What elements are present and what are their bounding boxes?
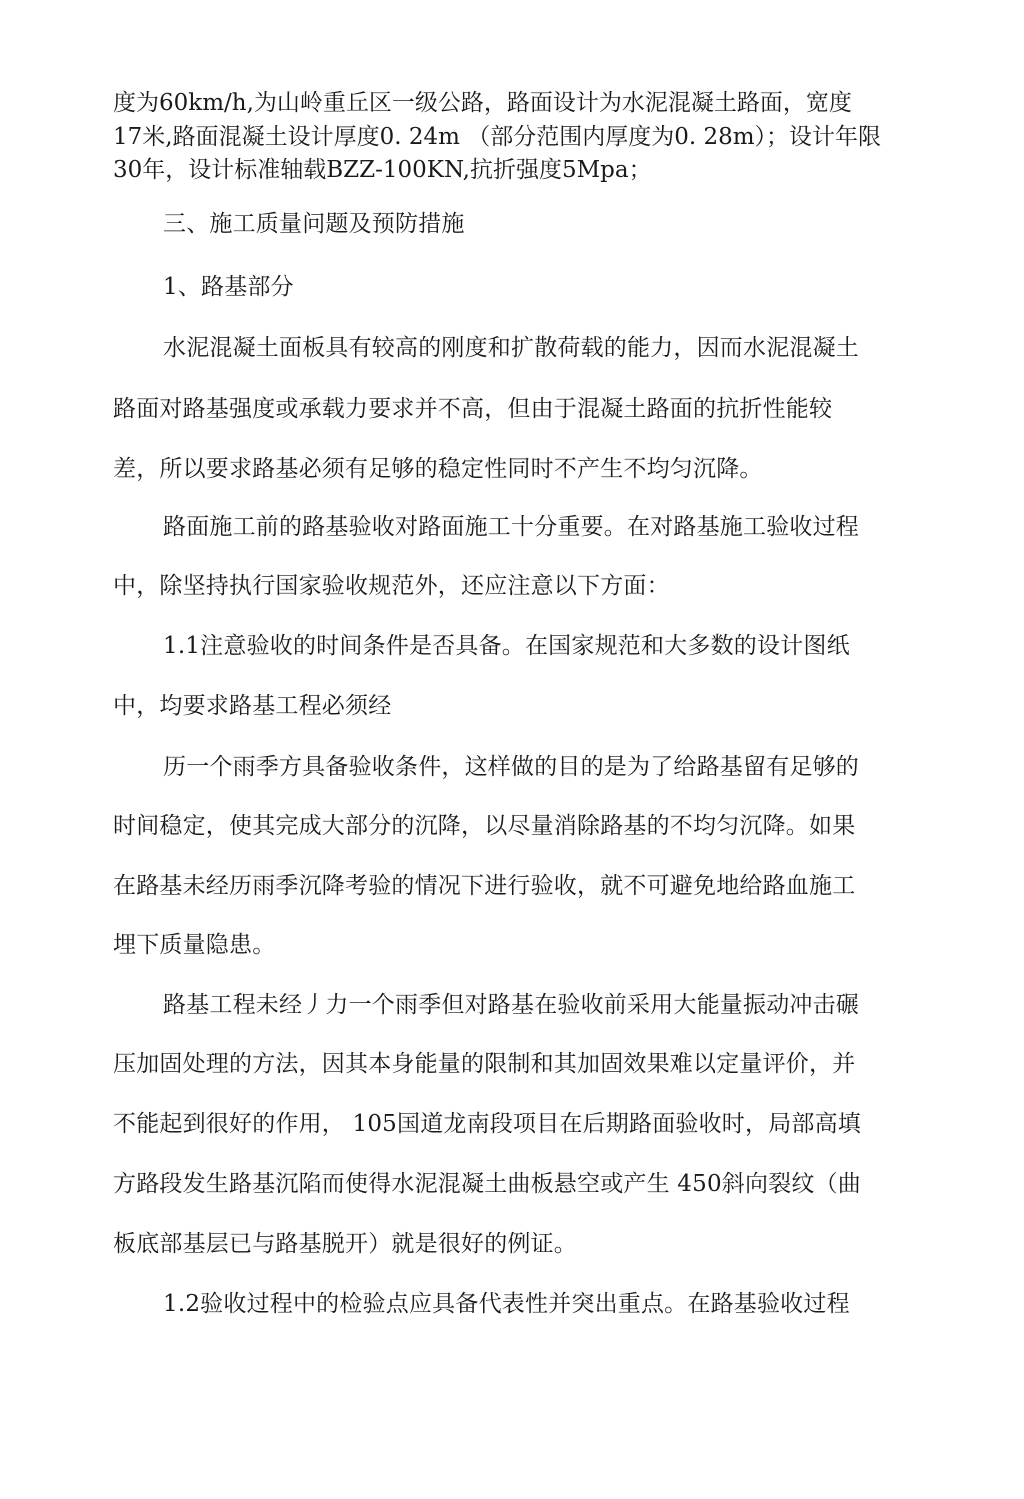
para2-line-2: 中，除坚持执行国家验收规范外，还应注意以下方面： bbox=[113, 573, 670, 599]
section-heading: 三、施工质量问题及预防措施 bbox=[163, 211, 465, 237]
para1-line-1: 水泥混凝土面板具有较高的刚度和扩散荷载的能力，因而水泥混凝土 bbox=[163, 335, 859, 361]
para4-line-4: 埋下质量隐患。 bbox=[113, 932, 276, 958]
para1-line-3: 差，所以要求路基必须有足够的稳定性同时不产生不均匀沉降。 bbox=[113, 456, 763, 482]
intro-line-2: 17米,路面混凝土设计厚度0. 24m （部分范围内厚度为0. 28m）；设计年限 bbox=[113, 124, 882, 150]
para4-line-1: 历一个雨季方具备验收条件，这样做的目的是为了给路基留有足够的 bbox=[163, 754, 859, 780]
para6-line-1: 1.2验收过程中的检验点应具备代表性并突出重点。在路基验收过程 bbox=[163, 1291, 850, 1317]
para5-line-4: 方路段发生路基沉陷而使得水泥混凝土曲板悬空或产生 450斜向裂纹（曲 bbox=[113, 1171, 862, 1197]
intro-line-3: 30年，设计标准轴载BZZ-100KN,抗折强度5Mpa； bbox=[113, 157, 652, 183]
para4-line-3: 在路基未经历雨季沉降考验的情况下进行验收，就不可避免地给路血施工 bbox=[113, 873, 856, 899]
para5-line-3: 不能起到很好的作用， 105国道龙南段项目在后期路面验收时，局部高填 bbox=[113, 1111, 862, 1137]
para4-line-2: 时间稳定，使其完成大部分的沉降，以尽量消除路基的不均匀沉降。如果 bbox=[113, 813, 856, 839]
para5-line-2: 压加固处理的方法，因其本身能量的限制和其加固效果难以定量评价，并 bbox=[113, 1051, 856, 1077]
para3-line-2: 中，均要求路基工程必须经 bbox=[113, 693, 392, 719]
para2-line-1: 路面施工前的路基验收对路面施工十分重要。在对路基施工验收过程 bbox=[163, 514, 859, 540]
subsection-heading: 1、路基部分 bbox=[163, 274, 294, 300]
para3-line-1: 1.1注意验收的时间条件是否具备。在国家规范和大多数的设计图纸 bbox=[163, 633, 850, 659]
intro-line-1: 度为60km/h,为山岭重丘区一级公路，路面设计为水泥混凝土路面，宽度 bbox=[113, 90, 852, 116]
para5-line-1: 路基工程未经丿力一个雨季但对路基在验收前采用大能量振动冲击碾 bbox=[163, 992, 859, 1018]
para1-line-2: 路面对路基强度或承载力要求并不高，但由于混凝土路面的抗折性能较 bbox=[113, 396, 833, 422]
para5-line-5: 板底部基层已与路基脱开）就是很好的例证。 bbox=[113, 1231, 577, 1257]
